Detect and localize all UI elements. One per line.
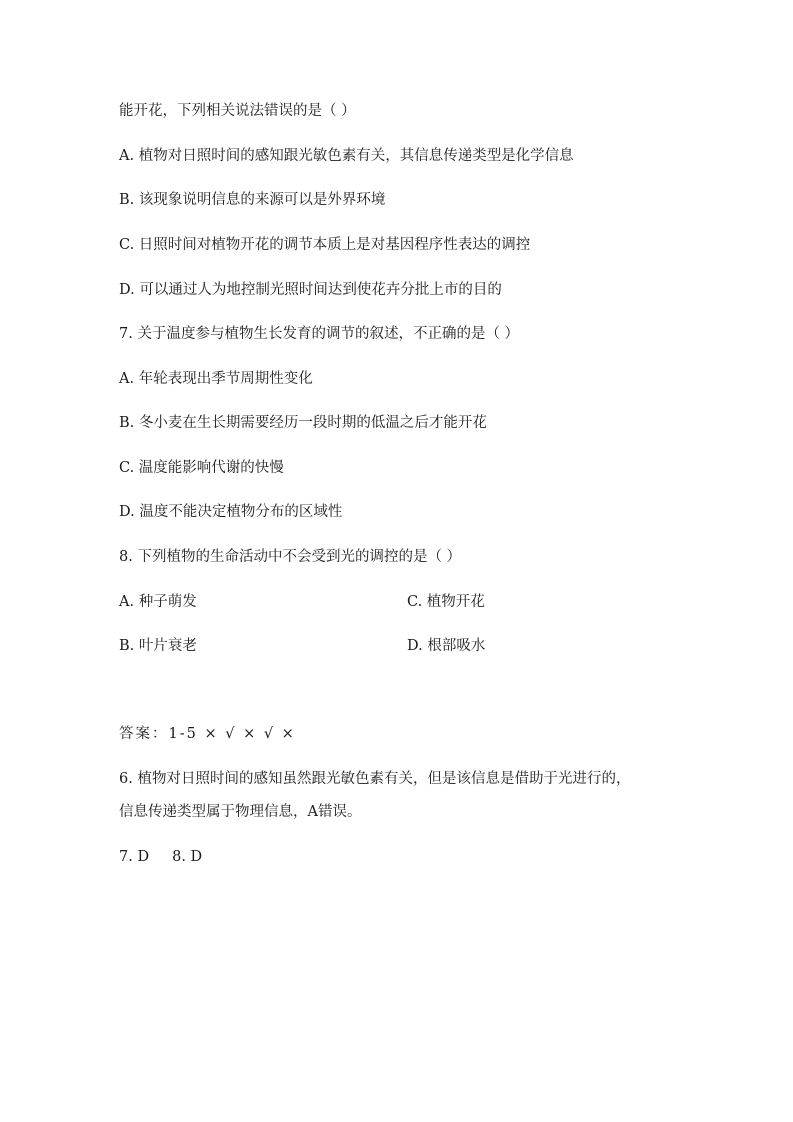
q8-option-a: A. 种子萌发 (119, 594, 197, 610)
q7-stem: 7. 关于温度参与植物生长发育的调节的叙述，不正确的是（ ） (119, 326, 520, 342)
explanation-6-line2: 信息传递类型属于物理信息，A错误。 (119, 804, 362, 820)
q7-option-a: A. 年轮表现出季节周期性变化 (119, 371, 313, 387)
q8-option-d: D. 根部吸水 (407, 638, 486, 654)
q7-option-d: D. 温度不能决定植物分布的区域性 (119, 504, 343, 520)
answer-summary: 答案：1-5 × √ × √ × (119, 726, 296, 742)
q8-stem: 8. 下列植物的生命活动中不会受到光的调控的是（ ） (119, 549, 462, 565)
q6-stem-tail: 能开花，下列相关说法错误的是（ ） (119, 103, 356, 119)
q8-option-b: B. 叶片衰老 (119, 638, 197, 654)
q7-option-b: B. 冬小麦在生长期需要经历一段时期的低温之后才能开花 (119, 415, 487, 431)
q6-option-c: C. 日照时间对植物开花的调节本质上是对基因程序性表达的调控 (119, 237, 531, 253)
q6-option-d: D. 可以通过人为地控制光照时间达到使花卉分批上市的目的 (119, 282, 502, 298)
final-answers: 7. D 8. D (119, 849, 203, 865)
q6-option-b: B. 该现象说明信息的来源可以是外界环境 (119, 192, 386, 208)
explanation-6-line1: 6. 植物对日照时间的感知虽然跟光敏色素有关，但是该信息是借助于光进行的， (119, 771, 631, 787)
q7-option-c: C. 温度能影响代谢的快慢 (119, 460, 284, 476)
q8-option-c: C. 植物开花 (407, 594, 485, 610)
q6-option-a: A. 植物对日照时间的感知跟光敏色素有关，其信息传递类型是化学信息 (119, 148, 574, 164)
